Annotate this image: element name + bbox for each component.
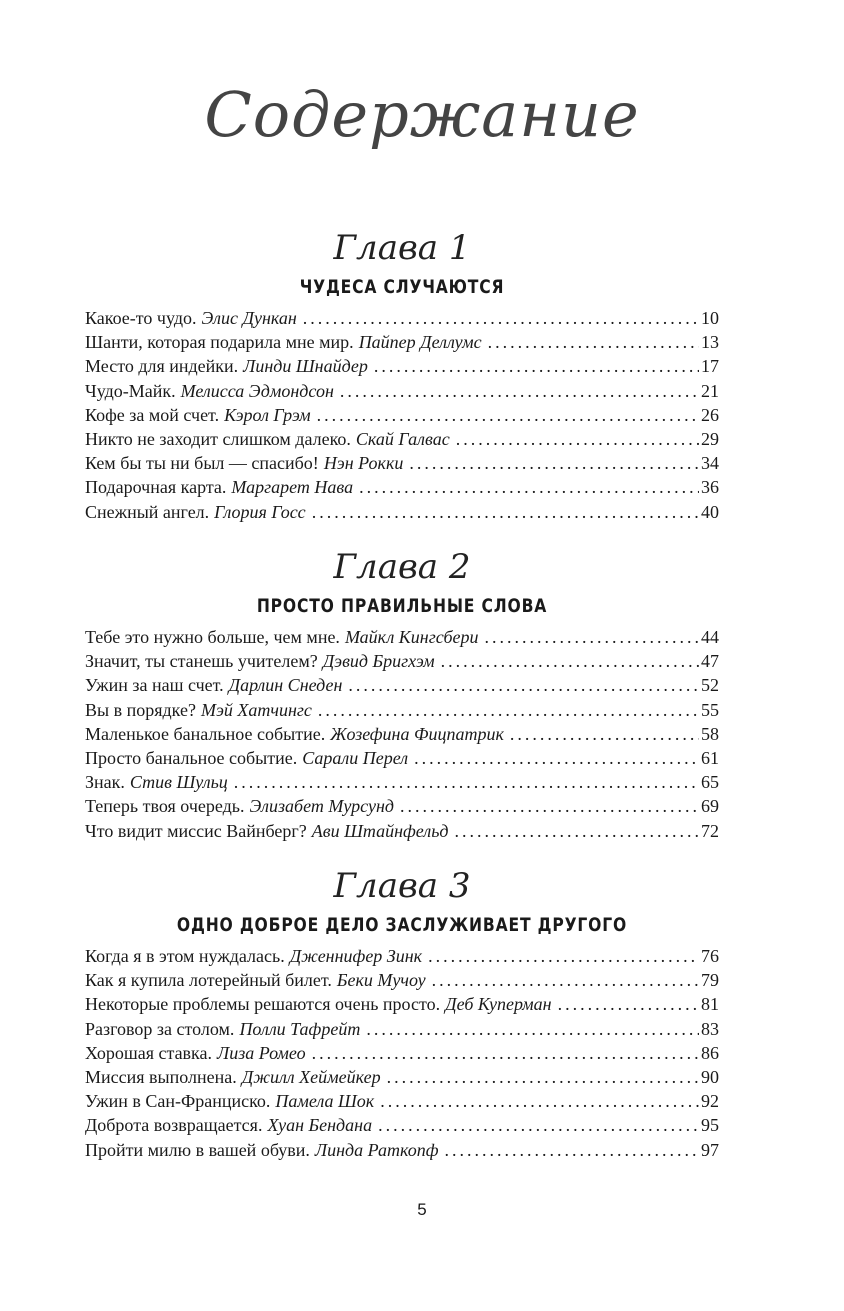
dot-leader bbox=[312, 1041, 699, 1065]
story-author: Глория Госс bbox=[214, 501, 306, 522]
chapter-heading: ПРОСТО ПРАВИЛЬНЫЕ СЛОВА bbox=[256, 595, 548, 617]
story-author: Элизабет Мурсунд bbox=[249, 796, 394, 817]
toc-entry bbox=[85, 1017, 719, 1041]
story-author: Джилл Хеймейкер bbox=[241, 1066, 381, 1087]
story-author: Дженнифер Зинк bbox=[289, 946, 423, 966]
chapter-1 bbox=[85, 228, 719, 524]
story-title: Шанти, которая подарила мне мир. bbox=[85, 332, 354, 353]
story-title: Тебе это нужно больше, чем мне. bbox=[85, 627, 340, 647]
chapter-heading: ЧУДЕСА СЛУЧАЮТСЯ bbox=[299, 276, 505, 298]
page-ref: 13 bbox=[701, 332, 719, 353]
page-ref: 58 bbox=[701, 723, 719, 744]
page-ref: 34 bbox=[701, 453, 719, 474]
story-title: Просто банальное событие. bbox=[85, 747, 298, 768]
page-ref: 81 bbox=[701, 994, 719, 1015]
toc-entry bbox=[85, 427, 719, 451]
page-ref: 21 bbox=[701, 380, 719, 401]
dot-leader bbox=[441, 649, 699, 673]
toc-entry bbox=[85, 722, 719, 746]
dot-leader bbox=[303, 306, 699, 330]
toc-entry bbox=[85, 698, 719, 722]
toc-entry bbox=[85, 379, 719, 403]
dot-leader bbox=[318, 698, 699, 722]
story-author: Мэй Хатчингс bbox=[200, 699, 312, 720]
story-author: Майкл Кингсбери bbox=[344, 627, 479, 647]
story-title: Никто не заходит слишком далеко. bbox=[85, 428, 351, 449]
dot-leader bbox=[380, 1089, 699, 1113]
story-title: Ужин в Сан-Франциско. bbox=[85, 1091, 271, 1112]
story-author: Беки Мучоу bbox=[336, 970, 426, 991]
page-ref: 29 bbox=[701, 428, 719, 449]
story-title: Значит, ты станешь учителем? bbox=[85, 651, 318, 672]
dot-leader bbox=[456, 427, 699, 451]
story-title: Место для индейки. bbox=[85, 356, 239, 377]
toc-entry bbox=[85, 992, 719, 1016]
dot-leader bbox=[317, 403, 699, 427]
story-author: Скай Галвас bbox=[355, 428, 450, 449]
story-author: Лиза Ромео bbox=[217, 1042, 306, 1063]
toc-entry bbox=[85, 649, 719, 673]
toc-entry bbox=[85, 451, 719, 475]
story-author: Линди Шнайдер bbox=[243, 356, 368, 377]
story-title: Чудо-Майк. bbox=[85, 380, 176, 401]
story-title: Миссия выполнена. bbox=[85, 1066, 237, 1087]
page-ref: 83 bbox=[701, 1018, 719, 1039]
dot-leader bbox=[359, 475, 699, 499]
story-title: Кофе за мой счет. bbox=[85, 404, 220, 425]
dot-leader bbox=[488, 330, 699, 354]
page-ref: 61 bbox=[701, 747, 719, 768]
page-ref: 44 bbox=[701, 627, 719, 647]
page-ref: 97 bbox=[701, 1139, 719, 1160]
story-author: Маргарет Нава bbox=[231, 477, 354, 498]
toc-entry bbox=[85, 819, 719, 843]
dot-leader bbox=[340, 379, 699, 403]
story-title: Что видит миссис Вайнберг? bbox=[85, 820, 307, 841]
page-ref: 26 bbox=[701, 404, 719, 425]
page-title: Содержание bbox=[204, 78, 640, 151]
story-author: Жозефина Фицпатрик bbox=[330, 723, 504, 744]
toc-entry bbox=[85, 354, 719, 378]
dot-leader bbox=[428, 944, 699, 968]
page-ref: 72 bbox=[701, 820, 719, 841]
page-ref: 36 bbox=[701, 477, 719, 498]
page-ref: 90 bbox=[701, 1066, 719, 1087]
dot-leader bbox=[234, 770, 699, 794]
toc-entry bbox=[85, 1065, 719, 1089]
story-title: Доброта возвращается. bbox=[85, 1115, 263, 1136]
chapter-2 bbox=[85, 547, 719, 843]
dot-leader bbox=[366, 1017, 699, 1041]
toc-entry bbox=[85, 1113, 719, 1137]
dot-leader bbox=[348, 673, 699, 697]
story-author: Мелисса Эдмондсон bbox=[180, 380, 334, 401]
dot-leader bbox=[312, 500, 699, 524]
story-author: Линда Раткопф bbox=[314, 1139, 439, 1160]
dot-leader bbox=[374, 354, 699, 378]
toc-entry bbox=[85, 746, 719, 770]
dot-leader bbox=[387, 1065, 699, 1089]
dot-leader bbox=[455, 819, 700, 843]
page-ref: 65 bbox=[701, 772, 719, 793]
page-ref: 79 bbox=[701, 970, 719, 991]
toc-entry bbox=[85, 1138, 719, 1162]
story-title: Какое-то чудо. bbox=[85, 308, 197, 328]
toc-entry bbox=[85, 1041, 719, 1065]
page-ref: 55 bbox=[701, 699, 719, 720]
toc-entry bbox=[85, 673, 719, 697]
page-ref: 69 bbox=[701, 796, 719, 817]
toc-entry bbox=[85, 306, 719, 330]
story-author: Пайпер Деллумс bbox=[358, 332, 482, 353]
dot-leader bbox=[485, 625, 699, 649]
story-title: Теперь твоя очередь. bbox=[85, 796, 245, 817]
dot-leader bbox=[432, 968, 699, 992]
toc-entry bbox=[85, 1089, 719, 1113]
story-title: Знак. bbox=[85, 772, 125, 793]
story-author: Хуан Бендана bbox=[267, 1115, 373, 1136]
page-ref: 47 bbox=[701, 651, 719, 672]
toc-entry bbox=[85, 968, 719, 992]
story-author: Кэрол Грэм bbox=[224, 404, 311, 425]
story-author: Памела Шок bbox=[275, 1091, 375, 1112]
story-author: Нэн Рокки bbox=[323, 453, 404, 474]
dot-leader bbox=[378, 1113, 699, 1137]
story-title: Как я купила лотерейный билет. bbox=[85, 970, 332, 991]
story-title: Маленькое банальное событие. bbox=[85, 723, 326, 744]
story-author: Полли Тафрейт bbox=[239, 1018, 361, 1039]
story-author: Элис Дункан bbox=[201, 308, 297, 328]
toc-list bbox=[85, 944, 719, 1162]
dot-leader bbox=[409, 451, 699, 475]
dot-leader bbox=[414, 746, 699, 770]
dot-leader bbox=[400, 794, 699, 818]
story-title: Разговор за столом. bbox=[85, 1018, 235, 1039]
story-title: Хорошая ставка. bbox=[85, 1042, 213, 1063]
story-title: Кем бы ты ни был — спасибо! bbox=[85, 453, 319, 474]
story-author: Деб Куперман bbox=[445, 994, 552, 1015]
page-ref: 52 bbox=[701, 675, 719, 696]
story-title: Когда я в этом нуждалась. bbox=[85, 946, 285, 966]
story-author: Дарлин Снеден bbox=[228, 675, 343, 696]
toc-entry bbox=[85, 330, 719, 354]
story-title: Вы в порядке? bbox=[85, 699, 196, 720]
story-author: Ави Штайнфельд bbox=[311, 820, 449, 841]
story-title: Подарочная карта. bbox=[85, 477, 227, 498]
toc-entry bbox=[85, 475, 719, 499]
chapter-heading: ОДНО ДОБРОЕ ДЕЛО ЗАСЛУЖИВАЕТ ДРУГОГО bbox=[176, 914, 628, 936]
story-title: Некоторые проблемы решаются очень просто. bbox=[85, 994, 441, 1015]
story-title: Снежный ангел. bbox=[85, 501, 210, 522]
story-title: Ужин за наш счет. bbox=[85, 675, 224, 696]
toc-entry bbox=[85, 944, 719, 968]
page-ref: 86 bbox=[701, 1042, 719, 1063]
toc-entry bbox=[85, 625, 719, 649]
toc-entry bbox=[85, 770, 719, 794]
dot-leader bbox=[510, 722, 699, 746]
toc-list bbox=[85, 306, 719, 524]
page-ref: 17 bbox=[701, 356, 719, 377]
story-author: Дэвид Бригхэм bbox=[322, 651, 435, 672]
toc-entry bbox=[85, 794, 719, 818]
page-number: 5 bbox=[417, 1200, 427, 1219]
toc-entry bbox=[85, 403, 719, 427]
story-title: Пройти милю в вашей обуви. bbox=[85, 1139, 310, 1160]
dot-leader bbox=[444, 1138, 699, 1162]
chapter-label: Глава 3 bbox=[333, 866, 471, 906]
dot-leader bbox=[558, 992, 699, 1016]
page-ref: 95 bbox=[701, 1115, 719, 1136]
chapter-3 bbox=[85, 866, 719, 1162]
story-author: Стив Шульц bbox=[129, 772, 228, 793]
page-ref: 40 bbox=[701, 501, 719, 522]
chapter-label: Глава 1 bbox=[333, 228, 471, 268]
toc-entry bbox=[85, 500, 719, 524]
page-ref: 76 bbox=[701, 946, 719, 966]
page-ref: 92 bbox=[701, 1091, 719, 1112]
toc-list bbox=[85, 625, 719, 843]
story-author: Сарали Перел bbox=[302, 747, 409, 768]
page-ref: 10 bbox=[701, 308, 719, 328]
chapter-label: Глава 2 bbox=[333, 547, 471, 587]
